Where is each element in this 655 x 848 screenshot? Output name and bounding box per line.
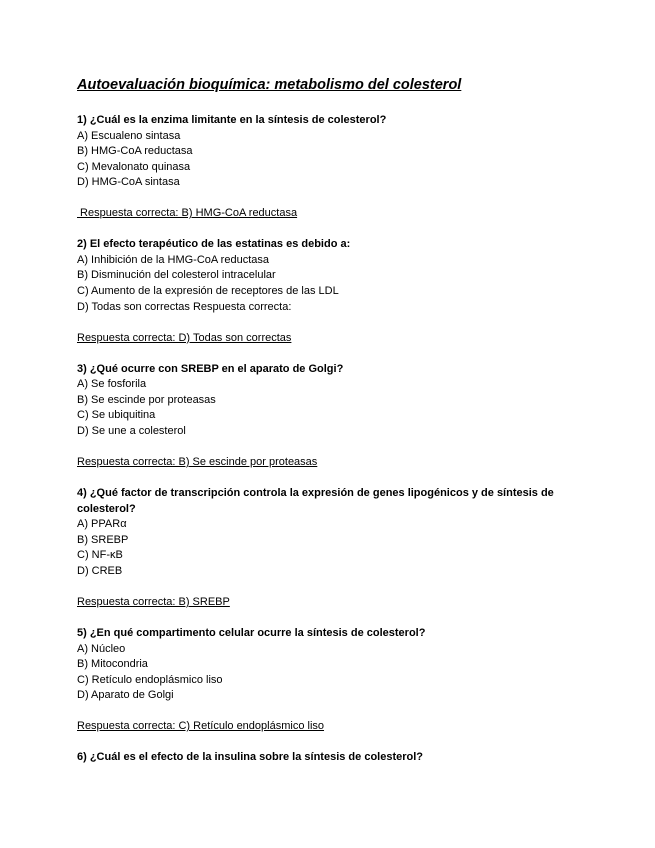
- option-a: A) Inhibición de la HMG-CoA reductasa: [77, 253, 269, 266]
- question-4: [77, 486, 595, 610]
- correct-answer: Respuesta correcta: D) Todas son correctas: [77, 331, 292, 344]
- question-5: [77, 626, 595, 735]
- option-b: B) Disminución del colesterol intracelular: [77, 269, 276, 282]
- option-a: A) PPARα: [77, 518, 127, 531]
- question-text: 2) El efecto terapéutico de las estatinas es debido a:: [77, 238, 351, 251]
- option-c: C) Se ubiquitina: [77, 409, 156, 422]
- question-text: 6) ¿Cuál es el efecto de la insulina sobre la síntesis de colesterol?: [77, 751, 424, 764]
- option-c: C) Retículo endoplásmico liso: [77, 673, 223, 686]
- option-d: D) Se une a colesterol: [77, 425, 186, 438]
- question-6: [77, 750, 595, 766]
- question-text: 3) ¿Qué ocurre con SREBP en el aparato de Golgi?: [77, 362, 344, 375]
- option-d: D) HMG-CoA sintasa: [77, 176, 180, 189]
- option-c: C) Aumento de la expresión de receptores de las LDL: [77, 285, 339, 298]
- option-c: C) NF-κB: [77, 549, 123, 562]
- option-d: D) CREB: [77, 564, 123, 577]
- question-1: [77, 113, 595, 222]
- question-2: [77, 237, 595, 346]
- option-a: A) Se fosforila: [77, 378, 147, 391]
- question-text: 4) ¿Qué factor de transcripción controla la expresión de genes lipogénicos y de síntesis de colesterol?: [77, 487, 554, 515]
- question-3: [77, 362, 595, 471]
- option-a: A) Núcleo: [77, 642, 126, 655]
- option-b: B) Mitocondria: [77, 658, 148, 671]
- option-d: D) Aparato de Golgi: [77, 689, 174, 702]
- question-text: 1) ¿Cuál es la enzima limitante en la síntesis de colesterol?: [77, 114, 387, 126]
- correct-answer: Respuesta correcta: B) Se escinde por proteasas: [77, 456, 318, 469]
- correct-answer: Respuesta correcta: B) HMG-CoA reductasa: [77, 207, 298, 220]
- option-d: D) Todas son correctas Respuesta correcta:: [77, 300, 292, 313]
- document-title: Autoevaluación bioquímica: metabolismo del colesterol: [77, 77, 462, 93]
- option-b: B) SREBP: [77, 533, 129, 546]
- option-c: C) Mevalonato quinasa: [77, 160, 191, 173]
- option-a: A) Escualeno sintasa: [77, 129, 181, 142]
- option-b: B) Se escinde por proteasas: [77, 393, 216, 406]
- correct-answer: Respuesta correcta: B) SREBP: [77, 596, 230, 608]
- option-b: B) HMG-CoA reductasa: [77, 145, 193, 158]
- correct-answer: Respuesta correcta: C) Retículo endoplásmico liso: [77, 720, 325, 733]
- question-text: 5) ¿En qué compartimento celular ocurre la síntesis de colesterol?: [77, 627, 426, 639]
